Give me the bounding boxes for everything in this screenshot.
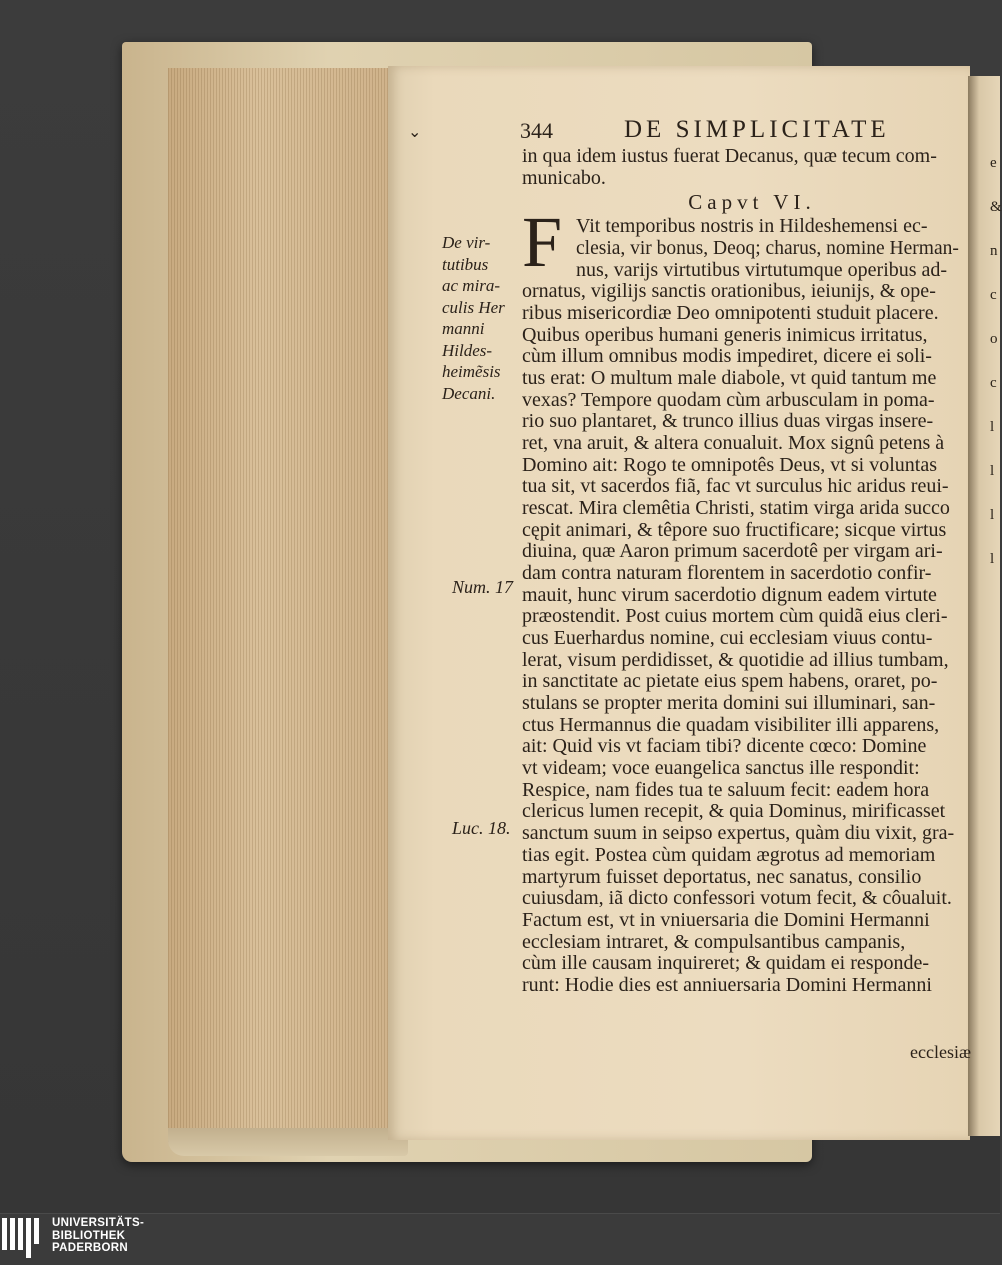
facing-page-letter: c bbox=[990, 287, 997, 303]
logo-line: UNIVERSITÄTS- bbox=[52, 1217, 145, 1229]
text-line: Factum est, vt in vniuersaria die Domini Hermanni bbox=[522, 908, 930, 931]
text-line: diuina, quæ Aaron primum sacerdotê per virgam ari- bbox=[522, 540, 943, 563]
text-line: cùm ille causam inquireret; & quidam ei responde- bbox=[522, 952, 930, 975]
text-line: vt videam; voce euangelica sanctus ille respondit: bbox=[522, 757, 920, 780]
marginal-line: ac mira- bbox=[442, 276, 501, 295]
facing-page-letter: n bbox=[990, 243, 998, 259]
facing-page-letter: o bbox=[990, 331, 998, 347]
text-line: clericus lumen recepit, & quia Dominus, mirificasset bbox=[522, 800, 946, 823]
text-line: runt: Hodie dies est anniuersaria Domini Hermanni bbox=[522, 973, 932, 996]
facing-page-letter: & bbox=[990, 199, 1002, 215]
chapter-heading: Capvt VI. bbox=[688, 190, 816, 215]
marginal-line: Decani. bbox=[442, 383, 496, 403]
text-line: dam contra naturam florentem in sacerdotio confir- bbox=[522, 562, 932, 585]
text-line: sanctum suum in seipso expertus, quàm diu vixit, gra- bbox=[522, 822, 955, 845]
text-line: cuiusdam, iã dicto confessori votum fecit, & côualuit. bbox=[522, 887, 952, 910]
library-footer bbox=[0, 1213, 1000, 1265]
catchword: ecclesiæ bbox=[910, 1042, 971, 1062]
page-edges-bottom bbox=[168, 1128, 408, 1156]
margin-mark: ⌄ bbox=[408, 124, 422, 141]
text-line: rescat. Mira clemêtia Christi, statim virga arida succo bbox=[522, 497, 950, 520]
text-line: tua sit, vt sacerdos fiã, fac vt surculus hic aridus reui- bbox=[522, 475, 949, 498]
page-edges bbox=[168, 68, 396, 1142]
facing-page-letter: e bbox=[990, 155, 997, 171]
text-line: tus erat: O multum male diabole, vt quid tantum me bbox=[522, 367, 937, 390]
marginal-note bbox=[442, 232, 518, 404]
running-title: DE SIMPLICITATE bbox=[624, 116, 890, 143]
text-line: vexas? Tempore quodam cùm arbusculam in poma- bbox=[522, 388, 935, 411]
text-line: Respice, nam fides tua te saluum fecit: eadem hora bbox=[522, 778, 930, 801]
text-line: tias egit. Postea cùm quidam ægrotus ad memoriam bbox=[522, 843, 936, 866]
marginal-reference-luke: Luc. 18. bbox=[452, 818, 511, 838]
text-line: lerat, visum perdidisset, & quotidie ad illius tumbam, bbox=[522, 648, 949, 671]
text-line: cùm illum omnibus modis impediret, dicere ei soli- bbox=[522, 345, 932, 368]
drop-cap: F bbox=[522, 202, 563, 282]
text-line: martyrum fuisset deportatus, nec sanatus, consilio bbox=[522, 865, 922, 888]
logo-line: BIBLIOTHEK bbox=[52, 1229, 126, 1242]
text-line: ribus misericordiæ Deo omnipotenti studuit placere. bbox=[522, 302, 939, 325]
facing-page-edge bbox=[968, 76, 1000, 1136]
text-line: ctus Hermannus die quadam visibiliter illi apparens, bbox=[522, 713, 940, 736]
facing-page-letter: l bbox=[990, 507, 995, 523]
text-line: in qua idem iustus fuerat Decanus, quæ tecum com- bbox=[522, 145, 937, 167]
marginal-line: culis Her bbox=[442, 297, 505, 317]
text-line: cus Euerhardus nomine, cui ecclesiam viuus contu- bbox=[522, 627, 933, 650]
text-line: mauit, hunc virum sacerdotio dignum eadem virtute bbox=[522, 583, 937, 606]
text-line: ornatus, vigilijs sanctis orationibus, ieiunijs, & ope- bbox=[522, 280, 936, 303]
chapter-body bbox=[522, 216, 962, 996]
facing-page-letter: c bbox=[990, 375, 997, 391]
text-line: Domino ait: Rogo te omnipotês Deus, vt si voluntas bbox=[522, 453, 937, 476]
facing-page-letter: l bbox=[990, 551, 995, 567]
text-line: ret, vna aruit, & altera conualuit. Mox signû petens à bbox=[522, 432, 945, 455]
library-logo-text bbox=[52, 1217, 144, 1255]
marginal-line: tutibus bbox=[442, 254, 489, 274]
marginal-line: De vir- bbox=[442, 233, 491, 252]
text-line: cępit animari, & têpore suo fructificare; sicque virtus bbox=[522, 518, 947, 541]
text-line: municabo. bbox=[522, 166, 606, 189]
text-line: in sanctitate ac pietate eius spem habens, oraret, po- bbox=[522, 670, 938, 693]
page-number: 344 bbox=[520, 118, 553, 143]
facing-page-letter: l bbox=[990, 463, 995, 479]
text-line: rio suo plantaret, & trunco illius duas virgas insere- bbox=[522, 410, 934, 433]
text-line: præostendit. Post cuius mortem cùm quidã eius cleri- bbox=[522, 605, 948, 628]
text-line: ecclesiam intraret, & compulsantibus campanis, bbox=[522, 930, 906, 953]
text-line: Vit temporibus nostris in Hildeshemensi ec- bbox=[576, 215, 928, 238]
library-logo-icon bbox=[0, 1218, 44, 1260]
text-line: clesia, vir bonus, Deoq; charus, nomine Herman- bbox=[576, 238, 959, 260]
marginal-line: manni bbox=[442, 319, 485, 338]
facing-page-letter: l bbox=[990, 419, 995, 435]
main-text bbox=[522, 146, 962, 997]
text-line: stulans se propter merita domini sui illuminari, san- bbox=[522, 692, 936, 715]
logo-line: PADERBORN bbox=[52, 1242, 128, 1254]
marginal-reference-numbers: Num. 17 bbox=[452, 577, 514, 597]
marginal-line: heimẽsis bbox=[442, 362, 501, 381]
running-head bbox=[520, 116, 940, 146]
text-line: Quibus operibus humani generis inimicus irritatus, bbox=[522, 323, 928, 346]
text-line: nus, varijs virtutibus virtutumque operibus ad- bbox=[576, 258, 948, 281]
text-line: ait: Quid vis vt faciam tibi? dicente cœco: Domine bbox=[522, 735, 927, 758]
marginal-line: Hildes- bbox=[442, 340, 493, 360]
